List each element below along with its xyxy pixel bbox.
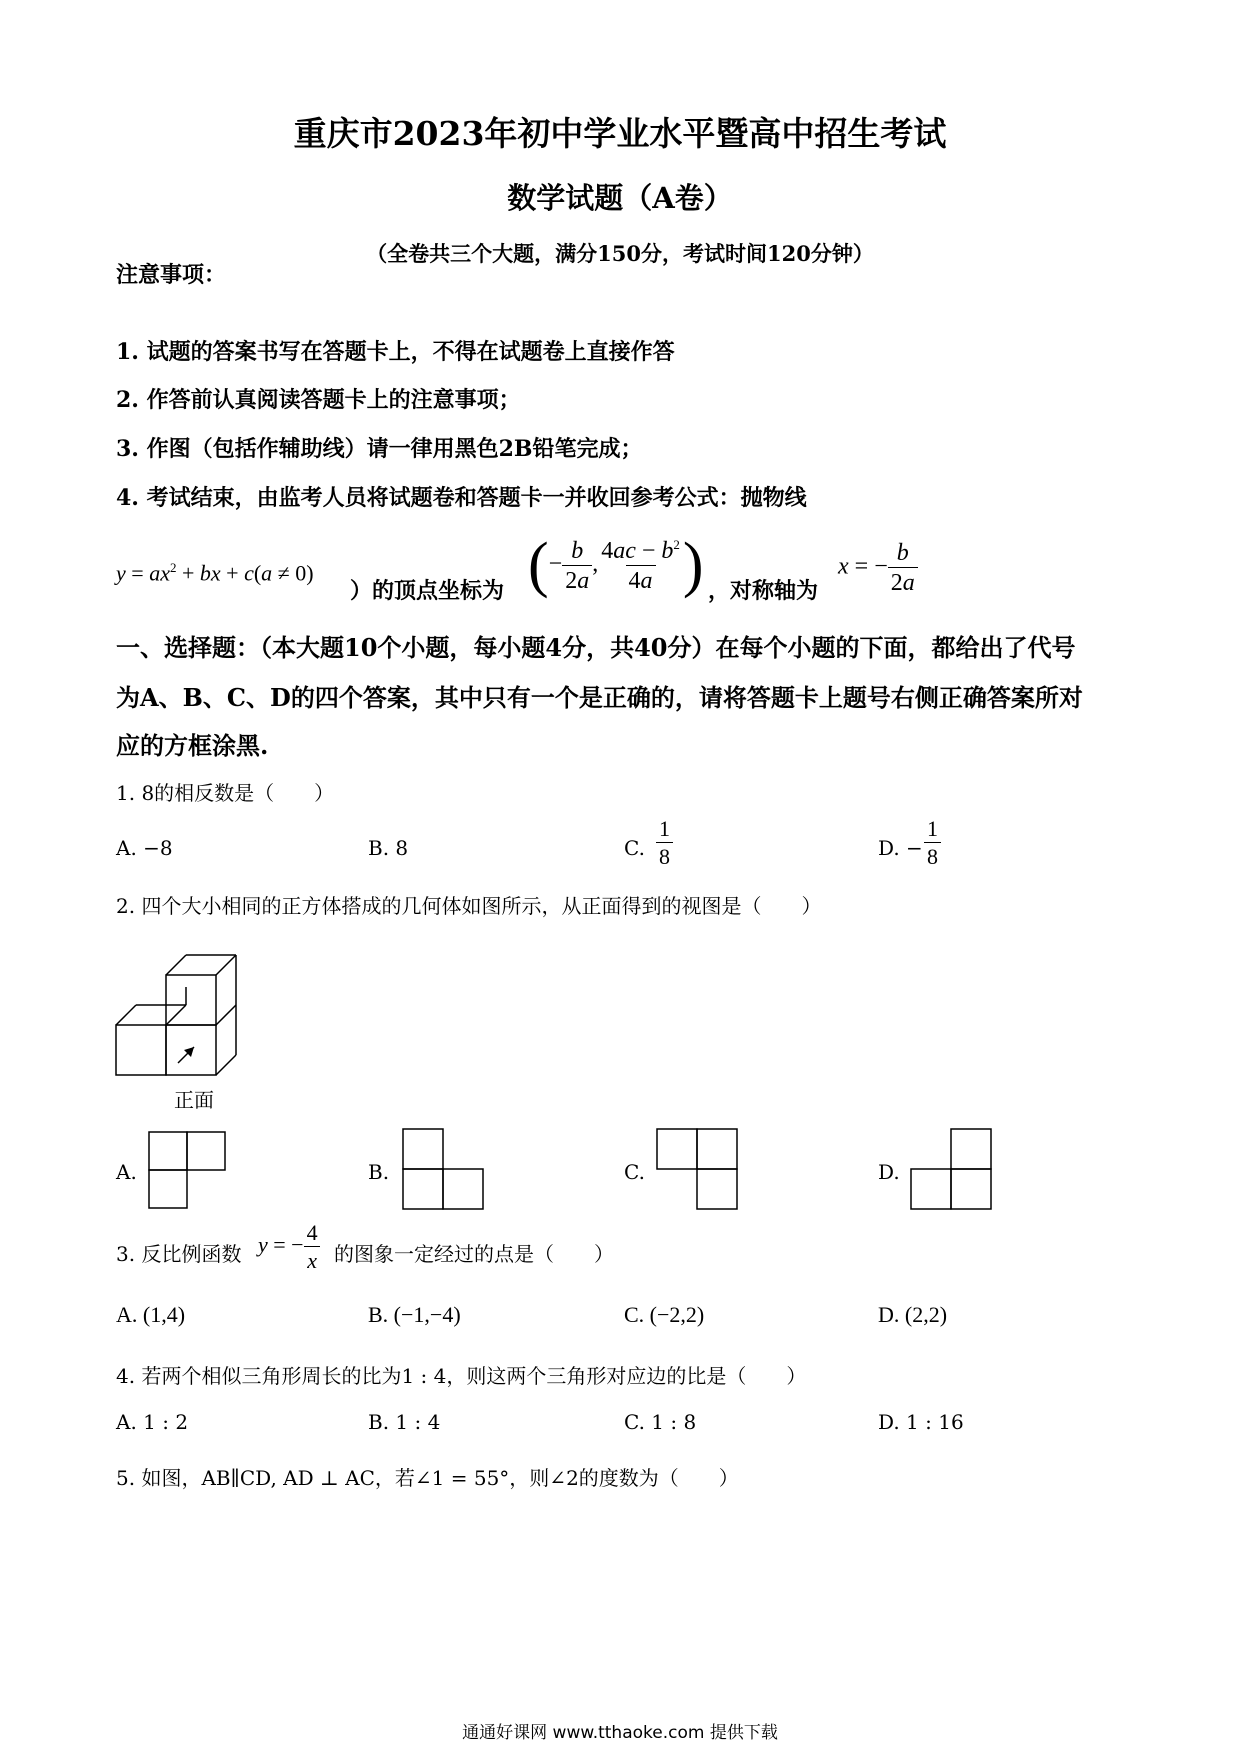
q2-option-b-label: B. [368, 1160, 390, 1184]
q4-stem: 4. 若两个相似三角形周长的比为1 : 4，则这两个三角形对应边的比是（ ） [116, 1364, 807, 1388]
exam-title: 重庆市2023年初中学业水平暨高中招生考试 [293, 114, 947, 153]
parabola-formula: $y = ax^2$ + bx + c(a ≠ 0) [116, 560, 314, 586]
axis-label: ，对称轴为 [708, 578, 819, 604]
q2-option-a-label: A. [116, 1160, 137, 1184]
vertex-formula: (− $\frac{b}{2a}$ , $\frac{4ac - b^2}{4a}$ ) [528, 531, 704, 599]
q1-option-c-fraction: $\frac{1}{8}$ [656, 818, 673, 868]
notice-item-1: 1. 试题的答案书写在答题卡上，不得在试题卷上直接作答 [116, 339, 675, 365]
q2-option-d-figure [910, 1128, 992, 1210]
q4-option-c: C. 1 : 8 [624, 1410, 697, 1434]
q1-stem: 1. 8的相反数是（ ） [116, 781, 335, 805]
footer-source: 通通好课网 www.tthaoke.com 提供下载 [462, 1723, 778, 1743]
q2-stem: 2. 四个大小相同的正方体搭成的几何体如图所示，从正面得到的视图是（ ） [116, 894, 822, 918]
q4-option-a: A. 1 : 2 [116, 1410, 189, 1434]
q2-option-a-figure [148, 1131, 226, 1209]
q3-stem-pre: 3. 反比例函数 [116, 1242, 242, 1266]
q2-front-label: 正面 [174, 1088, 214, 1112]
notice-item-4: 4. 考试结束，由监考人员将试题卷和答题卡一并收回参考公式：抛物线 [116, 485, 807, 511]
section1-line1: 一、选择题：（本大题10个小题，每小题4分，共40分）在每个小题的下面，都给出了代号 [116, 633, 1076, 662]
q2-option-c-label: C. [624, 1160, 645, 1184]
q2-cube-figure [112, 932, 262, 1077]
vertex-label: ）的顶点坐标为 [350, 578, 505, 604]
q1-option-d-fraction: $\frac{1}{8}$ [924, 818, 941, 868]
q2-option-d-label: D. [878, 1160, 900, 1184]
q1-option-a: A. −8 [116, 836, 173, 860]
q3-stem-post: 的图象一定经过的点是（ ） [334, 1242, 614, 1266]
exam-subtitle: 数学试题（A卷） [507, 181, 733, 215]
notice-heading: 注意事项： [116, 262, 227, 288]
q3-option-b: B. (−1,−4) [368, 1302, 461, 1327]
q3-option-d: D. (2,2) [878, 1302, 948, 1327]
axis-formula: x = − $\frac{b}{2a}$ [838, 541, 918, 595]
section1-line2: 为A、B、C、D的四个答案，其中只有一个是正确的，请将答题卡上题号右侧正确答案所对 [116, 683, 1083, 712]
q3-function: y = − $\frac{4}{x}$ [258, 1222, 321, 1272]
q2-option-b-figure [402, 1128, 484, 1210]
exam-note: （全卷共三个大题，满分150分，考试时间120分钟） [366, 241, 874, 266]
q4-option-d: D. 1 : 16 [878, 1410, 964, 1434]
q2-option-c-figure [656, 1128, 738, 1210]
notice-item-3: 3. 作图（包括作辅助线）请一律用黑色2B铅笔完成； [116, 436, 643, 462]
q3-option-c: C. (−2,2) [624, 1302, 705, 1327]
notice-item-2: 2. 作答前认真阅读答题卡上的注意事项； [116, 387, 521, 413]
q1-option-d-label: D. − [878, 836, 923, 860]
q1-option-c-label: C. [624, 836, 645, 860]
section1-line3: 应的方框涂黑. [116, 731, 269, 760]
q1-option-b: B. 8 [368, 836, 409, 860]
q5-stem: 5. 如图，AB∥CD, AD ⊥ AC，若∠1 = 55°，则∠2的度数为（ ） [116, 1466, 739, 1490]
q4-option-b: B. 1 : 4 [368, 1410, 441, 1434]
q3-option-a: A. (1,4) [116, 1302, 186, 1327]
